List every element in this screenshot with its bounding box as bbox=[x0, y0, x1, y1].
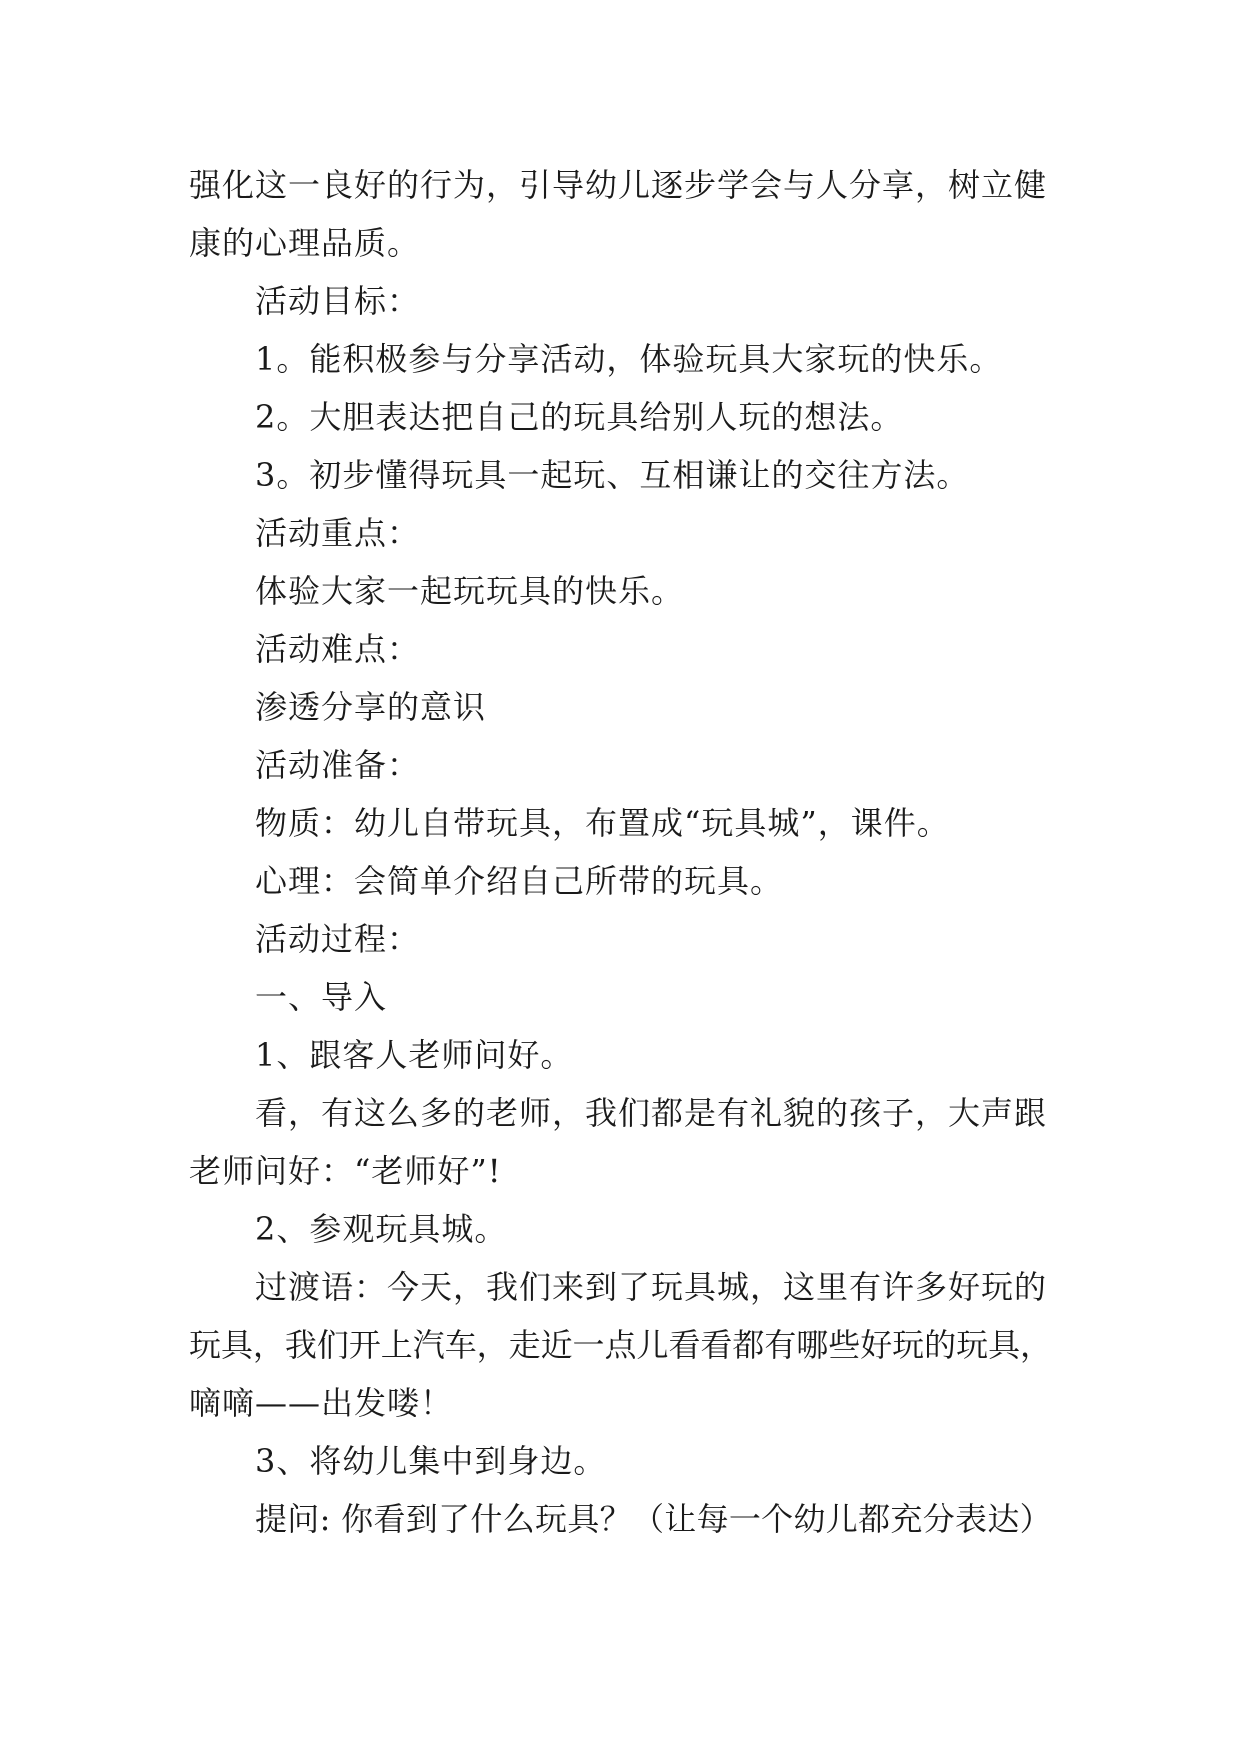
paragraph-line: 物质：幼儿自带玩具，布置成“玩具城”，课件。 bbox=[255, 804, 950, 842]
paragraph-line: 心理：会简单介绍自己所带的玩具。 bbox=[255, 862, 784, 900]
list-item: 3。初步懂得玩具一起玩、互相谦让的交往方法。 bbox=[255, 456, 970, 494]
section-heading: 活动过程： bbox=[255, 920, 421, 958]
paragraph-line: 提问: 你看到了什么玩具？（让每一个幼儿都充分表达） bbox=[255, 1500, 1052, 1538]
list-item: 2。大胆表达把自己的玩具给别人玩的想法。 bbox=[255, 398, 904, 436]
section-heading: 活动准备： bbox=[255, 746, 421, 784]
list-item: 3、将幼儿集中到身边。 bbox=[255, 1442, 607, 1480]
list-item: 2、参观玩具城。 bbox=[255, 1210, 508, 1248]
list-item: 1、跟客人老师问好。 bbox=[255, 1036, 574, 1074]
paragraph-line: 过渡语：今天，我们来到了玩具城，这里有许多好玩的 bbox=[255, 1268, 1048, 1306]
paragraph-line: 康的心理品质。 bbox=[189, 224, 421, 262]
paragraph-line: 嘀嘀——出发喽！ bbox=[189, 1384, 454, 1422]
paragraph-line: 看，有这么多的老师，我们都是有礼貌的孩子，大声跟 bbox=[255, 1094, 1048, 1132]
paragraph-line: 老师问好：“老师好”! bbox=[189, 1152, 502, 1190]
section-heading: 活动难点： bbox=[255, 630, 421, 668]
paragraph-line: 渗透分享的意识 bbox=[255, 688, 487, 726]
section-heading: 活动目标： bbox=[255, 282, 421, 320]
paragraph-line: 玩具，我们开上汽车，走近一点儿看看都有哪些好玩的玩具， bbox=[189, 1326, 1053, 1364]
paragraph-line: 强化这一良好的行为，引导幼儿逐步学会与人分享，树立健 bbox=[189, 166, 1048, 204]
subsection-heading: 一、导入 bbox=[255, 978, 388, 1016]
section-heading: 活动重点： bbox=[255, 514, 421, 552]
paragraph-line: 体验大家一起玩玩具的快乐。 bbox=[255, 572, 685, 610]
list-item: 1。能积极参与分享活动，体验玩具大家玩的快乐。 bbox=[255, 340, 1003, 378]
